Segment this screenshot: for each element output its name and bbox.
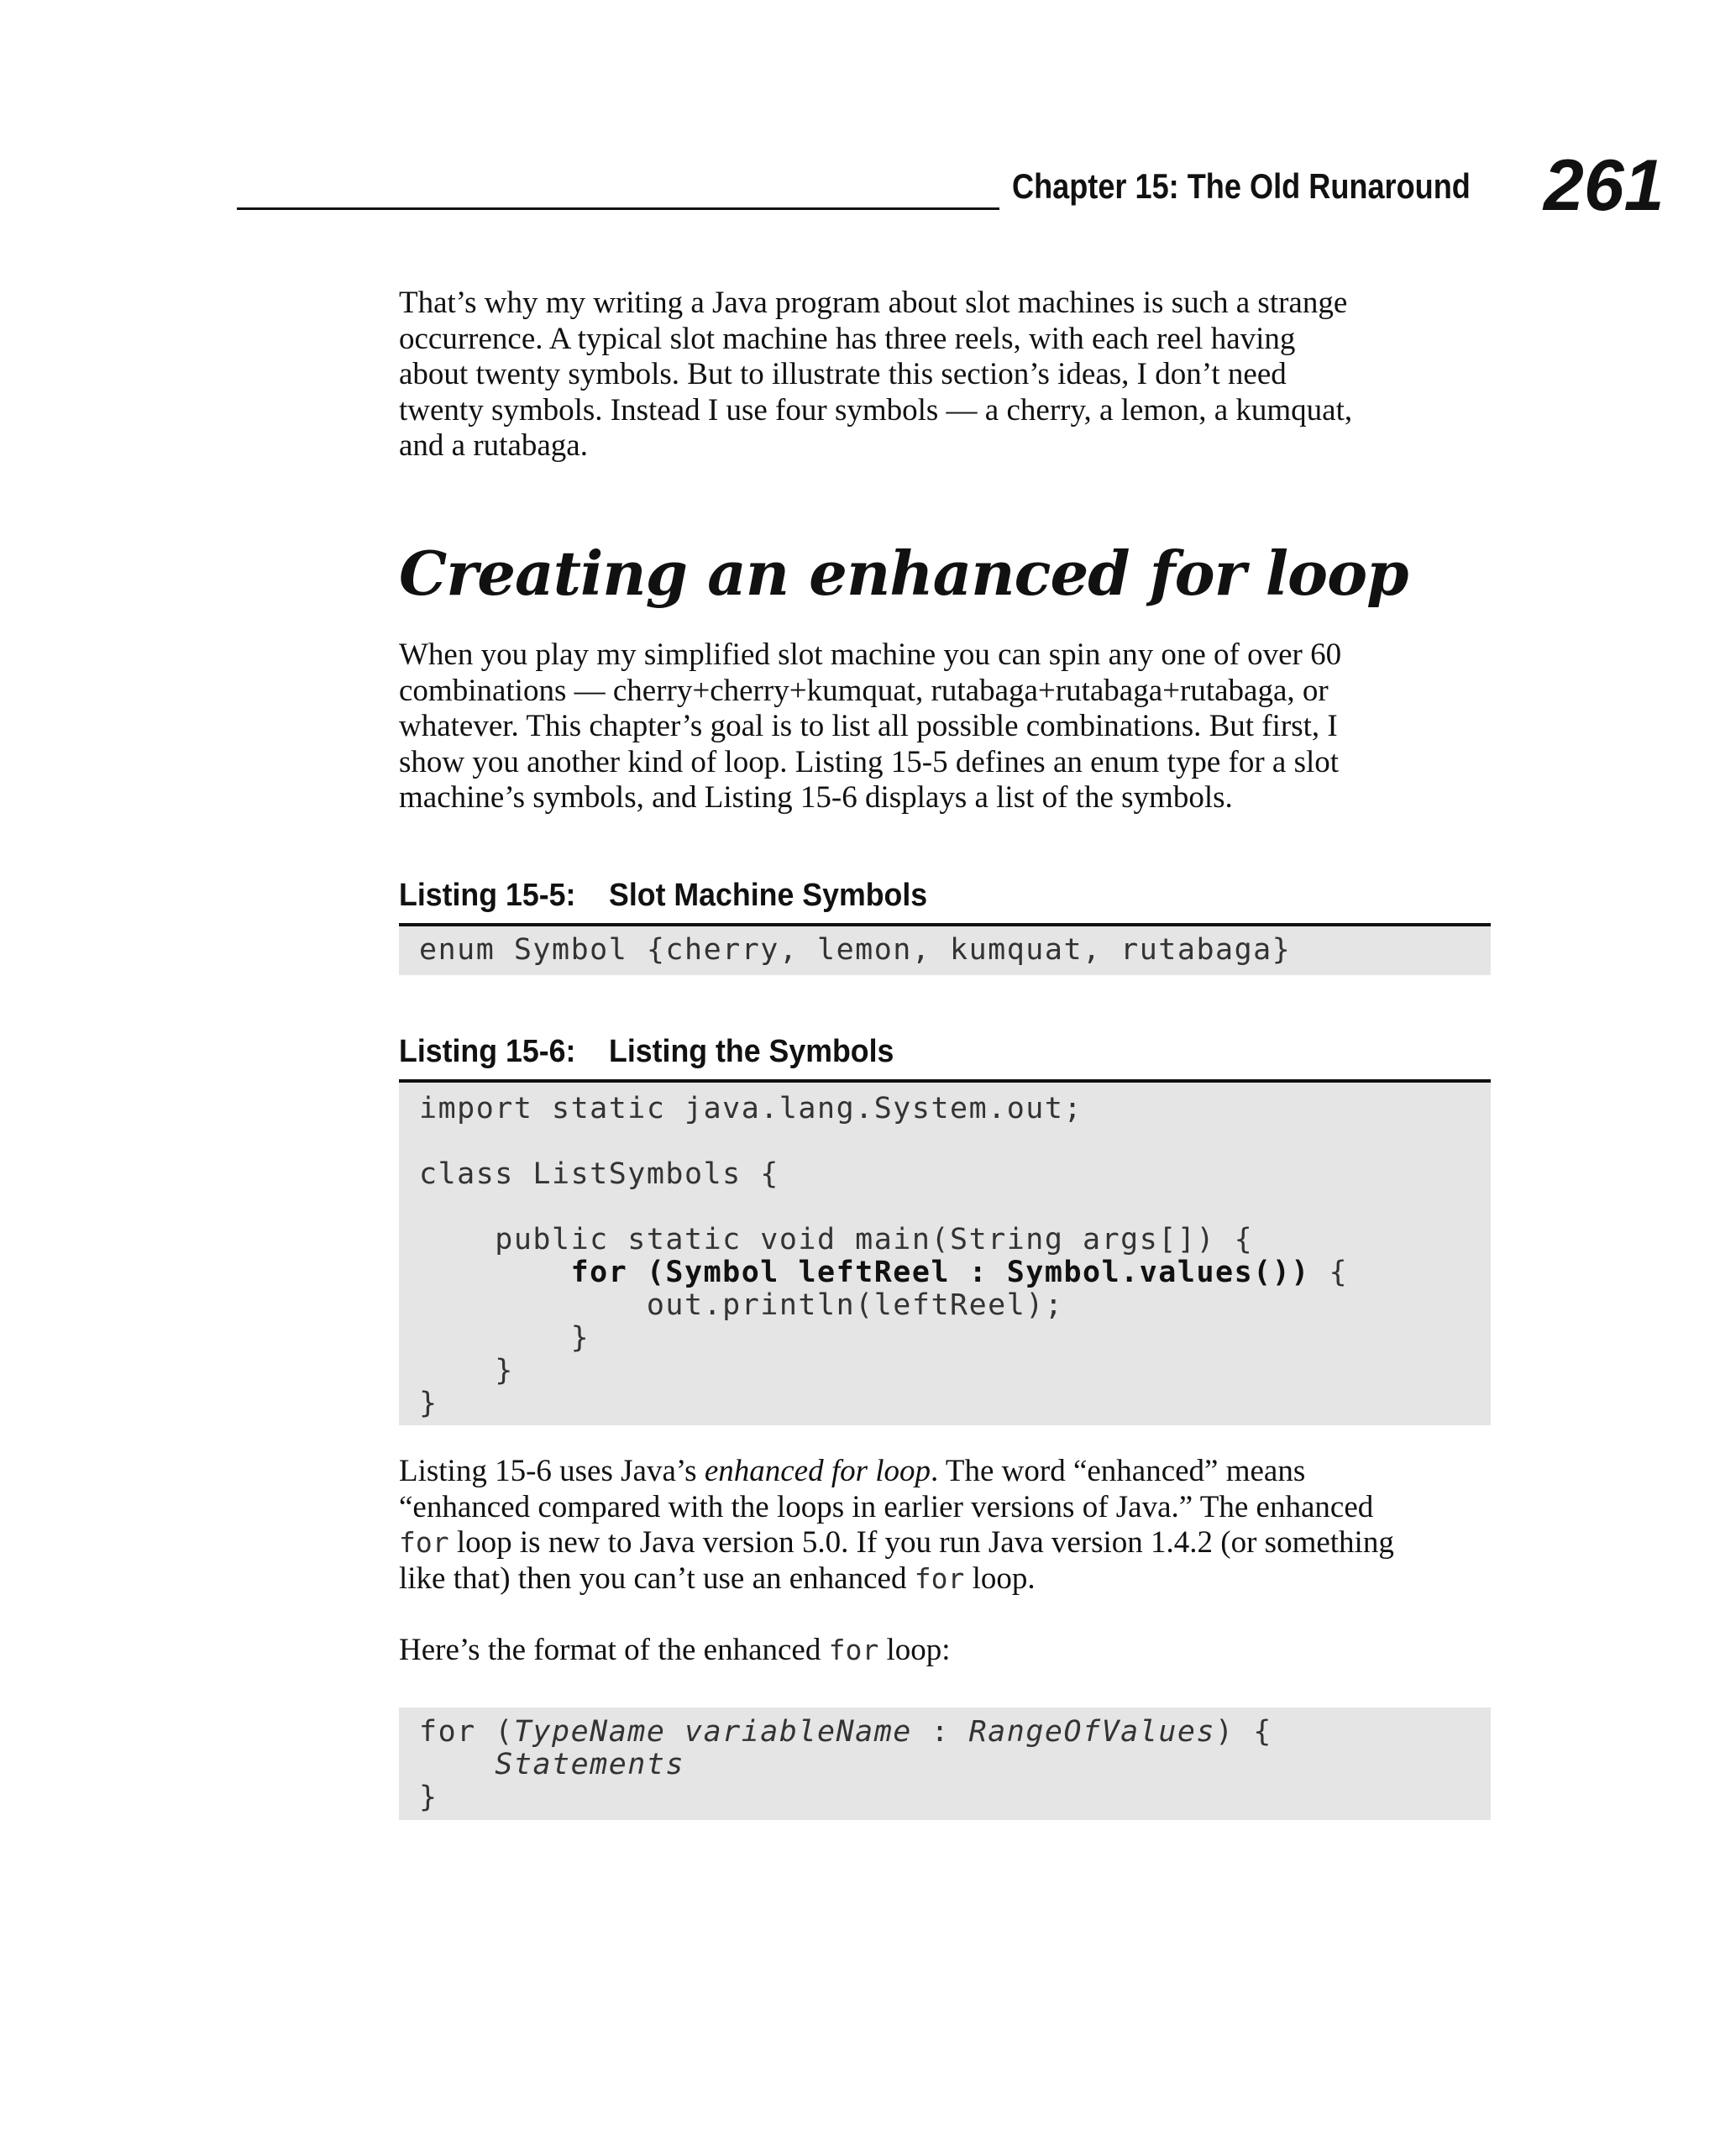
running-header: Chapter 15: The Old Runaround [1012,166,1471,206]
code-block [419,1093,1348,1420]
text-line [399,1525,1491,1561]
code-block [419,1716,1272,1814]
text-span: like that) then you can’t use an enhanced [399,1561,915,1596]
code-placeholder: TypeName [513,1715,666,1749]
text-span: loop: [878,1633,951,1667]
code-text [419,1748,495,1781]
listing-15-6-caption [399,1034,1425,1070]
inline-code: for [914,1561,965,1595]
section-paragraph: When you play my simplified slot machine you can spin any one of over 60 combinations — cherry+cherry+kumquat, rutabaga+rutabaga+rutabaga, or whatever. This chapter’s goal is to list all possible combinations. But first, I show you another kind of loop. Listing 15-5 defines an enum type for a slot machine’s symbols, and Listing 15-6 displays a list of the symbols. [399,637,1342,815]
listing-15-5-caption [399,878,1425,914]
text-line [399,1561,1491,1597]
inline-code: for [828,1634,879,1666]
header-rule [237,207,999,210]
text-span: Here’s the format of the enhanced [399,1633,829,1667]
code-text [665,1715,684,1749]
text-span: loop is new to Java version 5.0. If you run Java version 1.4.2 (or something [448,1525,1394,1560]
code-text: { out.println(leftReel); } } } [419,1256,1349,1420]
page-number: 261 [1544,145,1665,226]
code-block: enum Symbol {cherry, lemon, kumquat, rutabaga} [419,933,1292,967]
code-text: import static java.lang.System.out; class ListSymbols { public static void main(String args[]) { [419,1092,1254,1256]
section-heading: Creating an enhanced for loop [399,538,1408,609]
format-intro [399,1633,1491,1669]
code-placeholder: Statements [495,1748,685,1781]
inline-code: for [399,1526,449,1559]
text-line: “enhanced compared with the loops in earlier versions of Java.” The enhanced [399,1489,1374,1524]
listing-15-5-code-box [399,926,1491,975]
explanation-paragraph [399,1454,1491,1597]
text-line [399,1454,1491,1490]
code-highlight: for (Symbol leftReel : Symbol.values()) [570,1256,1310,1289]
text-span: . The word “enhanced” means [931,1454,1306,1488]
code-placeholder: RangeOfValues [968,1715,1216,1749]
text-span: Listing 15-6 uses Java’s [399,1454,705,1488]
listing-number: Listing 15-5: [399,878,576,913]
code-text: } [419,1781,438,1814]
code-text: ) { [1215,1715,1272,1749]
code-text: for ( [419,1715,514,1749]
listing-number: Listing 15-6: [399,1034,576,1069]
listing-15-6-code-box [399,1083,1491,1425]
intro-paragraph: That’s why my writing a Java program about slot machines is such a strange occurrence. A typical slot machine has three reels, with each reel having about twenty symbols. But to illustrate this section’s ideas, I don’t need twenty symbols. Instead I use four symbols — a cherry, a lemon, a kumquat, and a rutabaga. [399,286,1353,463]
text-span: loop. [964,1561,1036,1596]
listing-title: Listing the Symbols [609,1034,894,1069]
format-code-box [399,1707,1491,1820]
code-text: : [911,1715,969,1749]
code-placeholder: variableName [684,1715,912,1749]
term-emphasis: enhanced for loop [704,1454,931,1488]
listing-title: Slot Machine Symbols [609,878,928,913]
